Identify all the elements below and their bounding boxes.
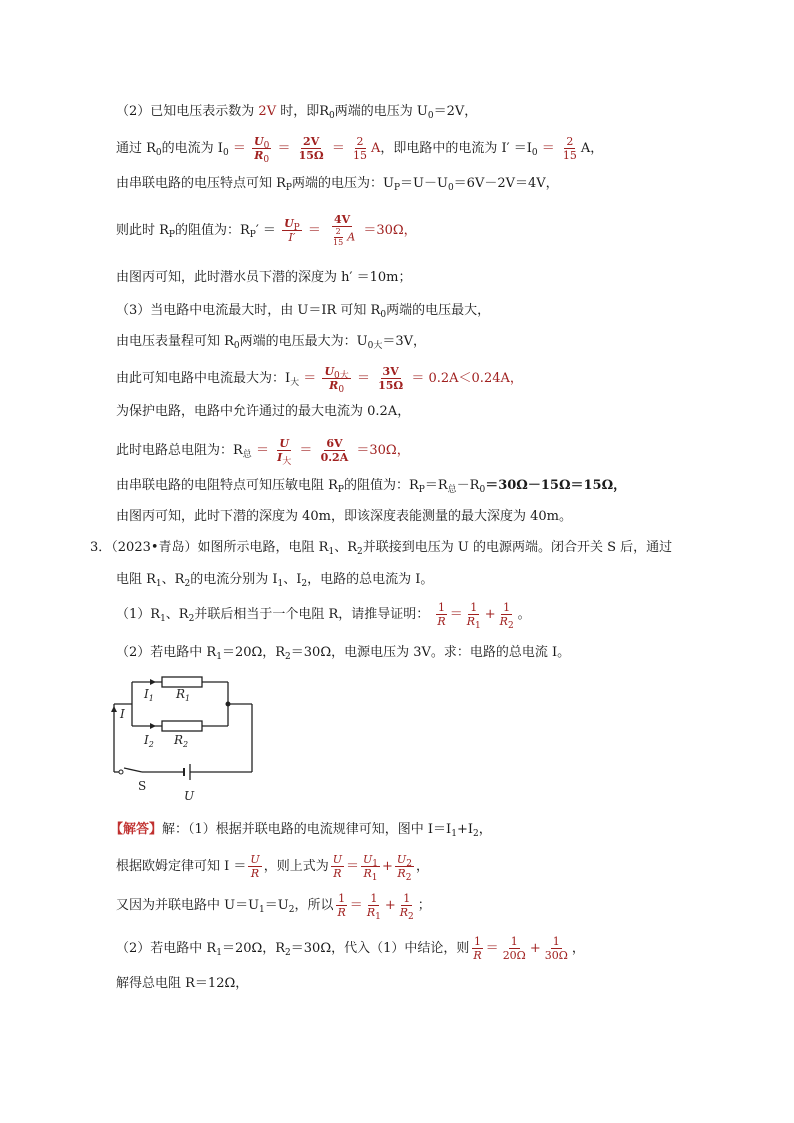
question-number: 3．	[90, 540, 112, 555]
sol3-line2: 由电压表量程可知 $R_0$两端的电压最大为：$U_{0大}=3V$，	[116, 334, 427, 351]
label-I: I	[120, 707, 125, 721]
fraction-2V-15ohm: $\frac{2V}{15\Omega}$	[298, 135, 324, 162]
fraction-U0-R0: $\frac{U_0}{R_0}$	[253, 135, 270, 165]
sol2-line2: 通过 $R_0$的电流为 $I_0$ ＝ $\frac{U_0}{R_0}$ ＝ $\frac{2V}{15\Omega}$ ＝ $\frac{2}{15}$ A，即电路中的电流为 $I' =I_0$ ＝ $\frac{2}{15}$ A，	[116, 135, 604, 165]
sol2-line4: 则此时 $R_P$的阻值为：$R_P'$ ＝ $\frac{U_P}{I'}$ ＝ 4V $\frac{2}{15}$ A ＝30Ω，	[116, 213, 417, 247]
arrow-I-icon	[111, 706, 117, 712]
sol2-line5: 由图丙可知，此时潜水员下潜的深度为 h′ ＝10m；	[116, 270, 412, 285]
label-I2: $I_2$	[144, 733, 154, 749]
answer-tag: 【解答】	[110, 822, 163, 837]
answer-line5: 解得总电阻 R＝12Ω，	[116, 976, 249, 991]
label-I1: $I_1$	[144, 687, 154, 703]
answer-line4: （2）若电路中 $R_1=20\Omega$，$R_2=30\Omega$，代入（1）中结论，则 $\frac{1}{R}$ ＝ $\frac{1}{20\Omega}$ + $\frac{1}{30\Omega}$ ，	[116, 935, 585, 962]
sol3-line7: 由图丙可知，此时下潜的深度为 40m，即该深度表能测量的最大深度为 40m。	[116, 509, 573, 524]
label-S: S	[138, 779, 147, 793]
fraction-6V-0.2A: $\frac{6V}{0.2A}$	[320, 437, 349, 464]
sol2-line1: （2）已知电压表示数为 2V 时，即$R_0$两端的电压为 $U_0=2V$，	[116, 104, 478, 121]
answer-line2: 根据欧姆定律可知 I ＝ $\frac{U}{R}$ ，则上式为 $\frac{U}{R}$ ＝ $\frac{U_1}{R_1}$ + $\frac{U_2}{R_2}$ ，	[116, 853, 429, 883]
fraction-2-15: $\frac{2}{15}$	[353, 135, 367, 162]
sol3-line1: （3）当电路中电流最大时，由 U＝IR 可知 $R_0$两端的电压最大，	[116, 303, 491, 320]
fraction-4V-2-15A: 4V $\frac{2}{15}$ A	[333, 213, 356, 247]
fraction-U0max-R0: $\frac{U_{0大}}{R_0}$	[324, 365, 349, 395]
sol3-line6: 由串联电路的电阻特点可知压敏电阻 $R_P$的阻值为：$R_P=R_总-R_0=30\Omega-15\Omega=15\Omega$，	[116, 478, 627, 495]
sol3-line5: 此时电路总电阻为：$R_总$ ＝ $\frac{U}{I_大}$ ＝ $\frac{6V}{0.2A}$ ＝30Ω，	[116, 437, 410, 467]
sol3-line3: 由此可知电路中电流最大为：$I_大$ ＝ $\frac{U_{0大}}{R_0}$ ＝ $\frac{3V}{15\Omega}$ ＝ 0.2A＜0.24A，	[116, 365, 523, 395]
question3-line2: 电阻 $R_1$、$R_2$的电流分别为 $I_1$、$I_2$，电路的总电流为 I。	[116, 572, 434, 589]
question3-q2: （2）若电路中 $R_1=20\Omega$，$R_2=30\Omega$，电源电压为 3V。求：电路的总电流 I。	[116, 645, 571, 662]
parallel-circuit-diagram	[110, 668, 260, 808]
fraction-3V-15ohm: $\frac{3V}{15\Omega}$	[378, 365, 404, 392]
fraction-2-15-b: $\frac{2}{15}$	[562, 135, 577, 162]
question3-q1: $(1)R_1$、$R_2$并联后相当于一个电阻 R，请推导证明： $\frac{1}{R}$ ＝ $\frac{1}{R_1}$ + $\frac{1}{R_2}$ 。	[116, 601, 531, 631]
answer-line1: 【解答】解：（1）根据并联电路的电流规律可知，图中 $I=I_1+I_2$，	[110, 822, 492, 839]
label-R1: $R_1$	[176, 687, 191, 703]
arrow-I1-icon	[150, 679, 156, 685]
label-U: U	[184, 789, 195, 803]
label-R2: $R_2$	[174, 733, 189, 749]
fraction-UP-Ip: $\frac{U_P}{I'}$	[284, 217, 300, 244]
arrow-I2-icon	[150, 723, 156, 729]
sol3-line4: 为保护电路，电路中允许通过的最大电流为 0.2A，	[116, 404, 411, 419]
question-source: （2023•青岛）	[111, 540, 198, 555]
fraction-U-Imax: $\frac{U}{I_大}$	[277, 437, 292, 467]
sol2-line3: 由串联电路的电压特点可知 $R_P$两端的电压为：$U_P=U-U_0=6V-2V=4V$，	[116, 176, 559, 193]
question3-line1: 3．（2023•青岛）如图所示电路，电阻 $R_1$、$R_2$并联接到电压为 U 的电源两端。闭合开关 S 后，通过	[90, 540, 673, 557]
answer-line3: 又因为并联电路中 $U=U_1=U_2$，所以 $\frac{1}{R}$ ＝ $\frac{1}{R_1}$ + $\frac{1}{R_2}$ ；	[116, 892, 431, 922]
